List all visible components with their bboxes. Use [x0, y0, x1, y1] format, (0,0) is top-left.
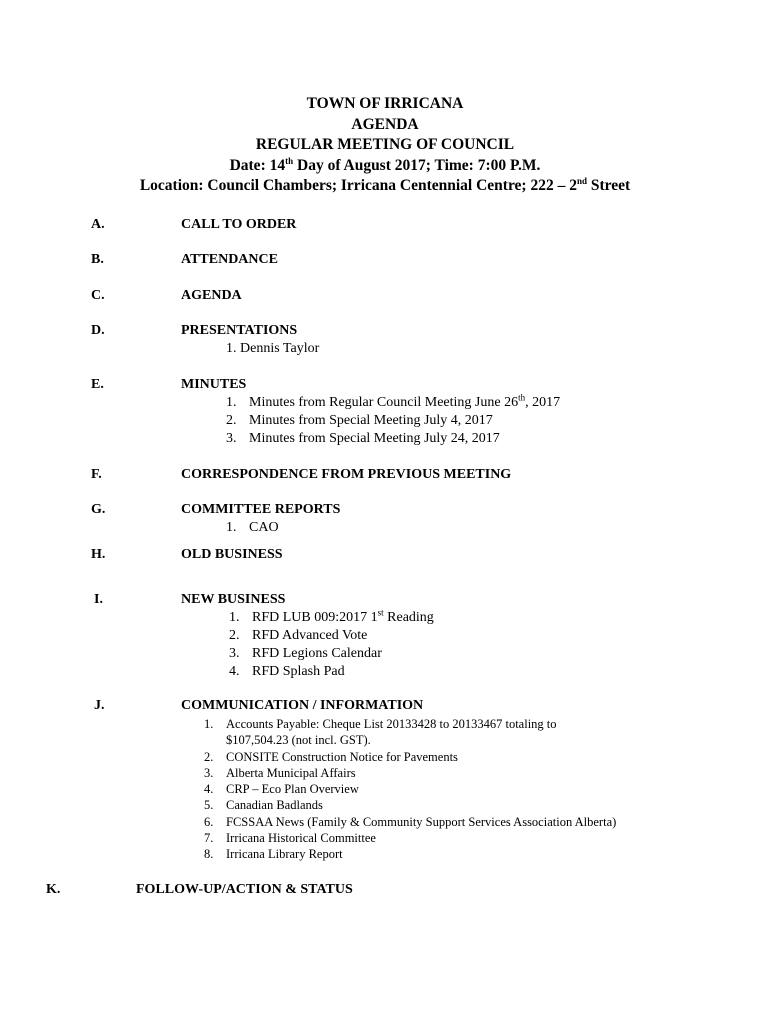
section-items	[226, 340, 319, 358]
list-item: 1. RFD LUB 009:2017 1st Reading	[229, 607, 434, 625]
section-letter: E.	[91, 377, 104, 392]
section-letter: G.	[91, 502, 106, 517]
meeting-date: Date: 14th Day of August 2017; Time: 7:00 P.M.	[229, 155, 541, 174]
meeting-location: Location: Council Chambers; Irricana Centennial Centre; 222 – 2nd Street	[139, 175, 631, 194]
list-item: 1. Minutes from Regular Council Meeting June 26th, 2017	[226, 392, 561, 410]
section-items	[226, 394, 560, 448]
section-items	[204, 716, 616, 863]
list-item: 1. Accounts Payable: Cheque List 20133428 to 20133467 totaling to	[204, 717, 557, 731]
section-letter: J.	[94, 698, 105, 713]
section-letter: B.	[91, 252, 104, 267]
list-item-continuation: $107,504.23 (not incl. GST).	[226, 733, 371, 748]
list-item: 3. Minutes from Special Meeting July 24, 2017	[226, 431, 500, 446]
section-letter: A.	[91, 217, 105, 232]
section-letter: F.	[91, 467, 102, 482]
list-item: 2. RFD Advanced Vote	[229, 628, 368, 643]
meeting-name: REGULAR MEETING OF COUNCIL	[255, 136, 515, 153]
section-letter: H.	[91, 547, 106, 562]
section-title: CORRESPONDENCE FROM PREVIOUS MEETING	[181, 467, 512, 482]
section-letter: I.	[94, 592, 103, 607]
town-name: TOWN OF IRRICANA	[306, 95, 464, 112]
list-item: 8. Irricana Library Report	[204, 847, 343, 862]
list-item: 7. Irricana Historical Committee	[204, 831, 376, 846]
list-item: 2. CONSITE Construction Notice for Pavements	[204, 749, 458, 764]
document-header	[0, 94, 770, 197]
list-item: 3. Alberta Municipal Affairs	[204, 765, 356, 780]
section-title: COMMUNICATION / INFORMATION	[181, 698, 424, 713]
section-items	[226, 519, 279, 537]
section-title: MINUTES	[181, 377, 247, 392]
list-item: 4. CRP – Eco Plan Overview	[204, 782, 359, 797]
section-title: CALL TO ORDER	[181, 217, 297, 232]
section-title: OLD BUSINESS	[181, 547, 283, 562]
section-letter: K.	[46, 882, 61, 897]
list-item: 4. RFD Splash Pad	[229, 664, 345, 679]
list-item: 5. Canadian Badlands	[204, 798, 323, 813]
list-item: 3. RFD Legions Calendar	[229, 646, 382, 661]
list-item: 2. Minutes from Special Meeting July 4, 2017	[226, 413, 493, 428]
section-title: AGENDA	[181, 288, 242, 303]
section-items	[229, 609, 434, 681]
section-title: FOLLOW-UP/ACTION & STATUS	[136, 882, 353, 897]
list-item: 1. CAO	[226, 520, 279, 535]
list-item: 6. FCSSAA News (Family & Community Support Services Association Alberta)	[204, 814, 617, 829]
section-letter: D.	[91, 323, 105, 338]
section-title: COMMITTEE REPORTS	[181, 502, 341, 517]
section-title: ATTENDANCE	[181, 252, 278, 267]
list-item: 1. Dennis Taylor	[226, 341, 320, 356]
section-letter: C.	[91, 288, 105, 303]
document-type: AGENDA	[351, 115, 419, 133]
section-title: PRESENTATIONS	[181, 323, 298, 338]
section-title: NEW BUSINESS	[181, 592, 286, 607]
